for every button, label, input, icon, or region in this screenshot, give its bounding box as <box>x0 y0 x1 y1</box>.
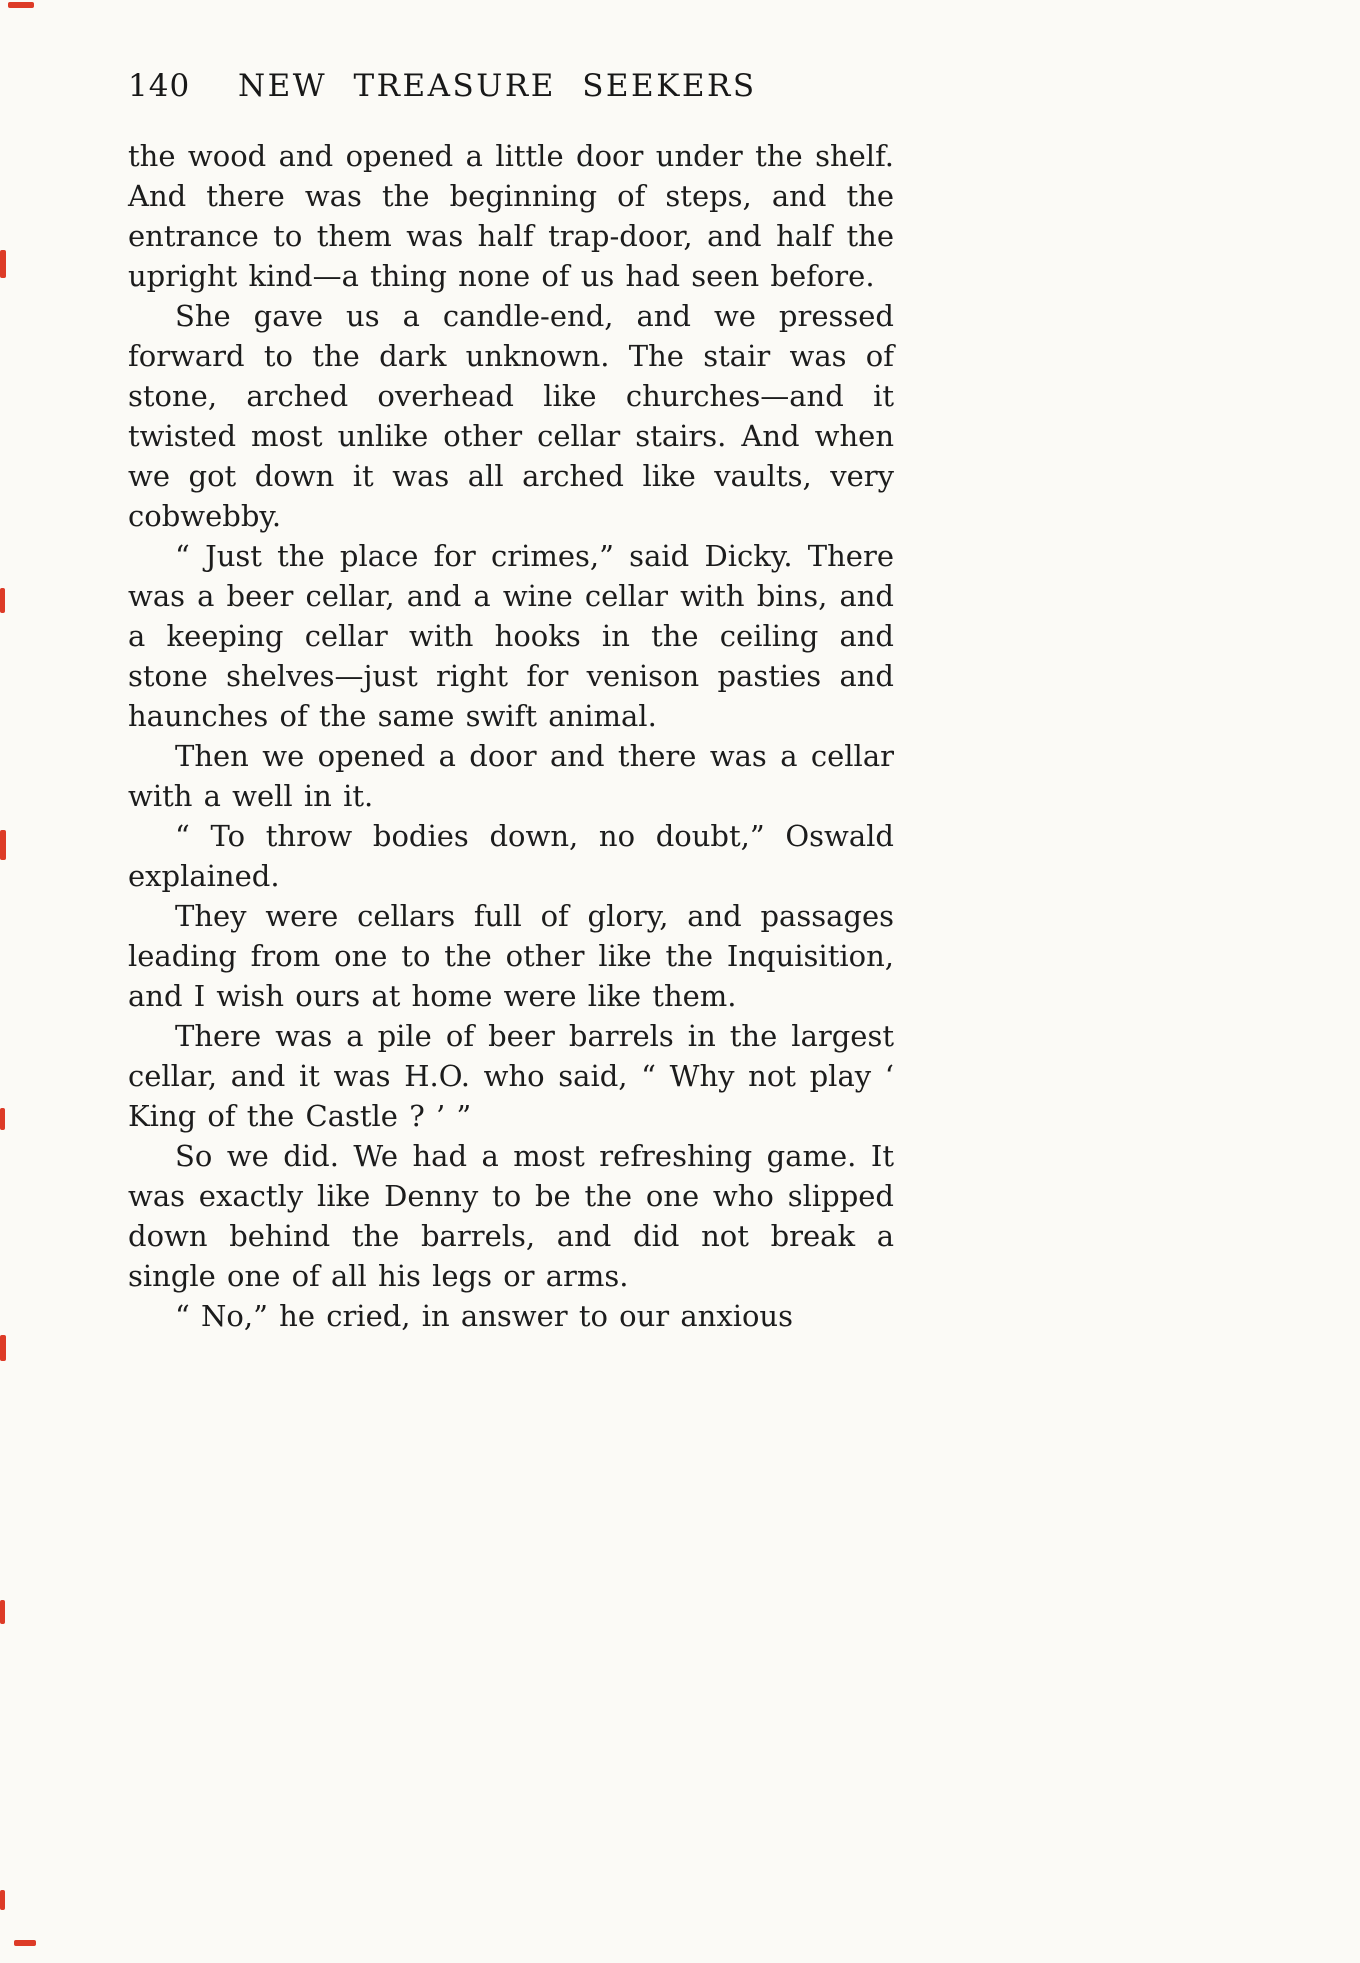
paragraph: So we did. We had a most refreshing game. It was exactly like Denny to be the one who slipped down behind the barrels, and did not break a single one of all his legs or arms. <box>128 1139 894 1293</box>
red-scan-mark <box>8 2 34 8</box>
body-text <box>128 136 894 1336</box>
book-page <box>128 68 894 1336</box>
page-header <box>128 68 894 104</box>
red-scan-mark <box>0 1108 5 1130</box>
paragraph: There was a pile of beer barrels in the largest cellar, and it was H.O. who said, “ Why not play ‘ King of the Castle ? ’ ” <box>128 1019 894 1133</box>
red-scan-mark <box>0 830 6 860</box>
red-scan-mark <box>0 1600 5 1624</box>
paragraph: “ To throw bodies down, no doubt,” Oswald explained. <box>128 819 894 893</box>
paragraph: “ No,” he cried, in answer to our anxious <box>175 1299 793 1333</box>
red-scan-mark <box>0 250 6 278</box>
paragraph: Then we opened a door and there was a cellar with a well in it. <box>128 739 894 813</box>
paragraph: the wood and opened a little door under the shelf. And there was the beginning of steps, and the entrance to them was half trap-door, and half the upright kind—a thing none of us had seen before. <box>128 139 894 293</box>
red-scan-mark <box>0 588 5 613</box>
paragraph: “ Just the place for crimes,” said Dicky. There was a beer cellar, and a wine cellar with bins, and a keeping cellar with hooks in the ceiling and stone shelves—just right for venison pasties and haunches of the same swift animal. <box>128 539 894 733</box>
red-scan-mark <box>14 1940 36 1946</box>
red-scan-mark <box>0 1335 6 1361</box>
paragraph: They were cellars full of glory, and passages leading from one to the other like the Inquisition, and I wish ours at home were like them. <box>128 899 894 1013</box>
red-scan-mark <box>0 1890 5 1910</box>
page-number: 140 <box>128 68 191 104</box>
paragraph: She gave us a candle-end, and we pressed forward to the dark unknown. The stair was of stone, arched overhead like churches—and it twisted most unlike other cellar stairs. And when we got down it was all arched like vaults, very cobwebby. <box>128 299 894 533</box>
running-title: NEW TREASURE SEEKERS <box>238 68 757 104</box>
